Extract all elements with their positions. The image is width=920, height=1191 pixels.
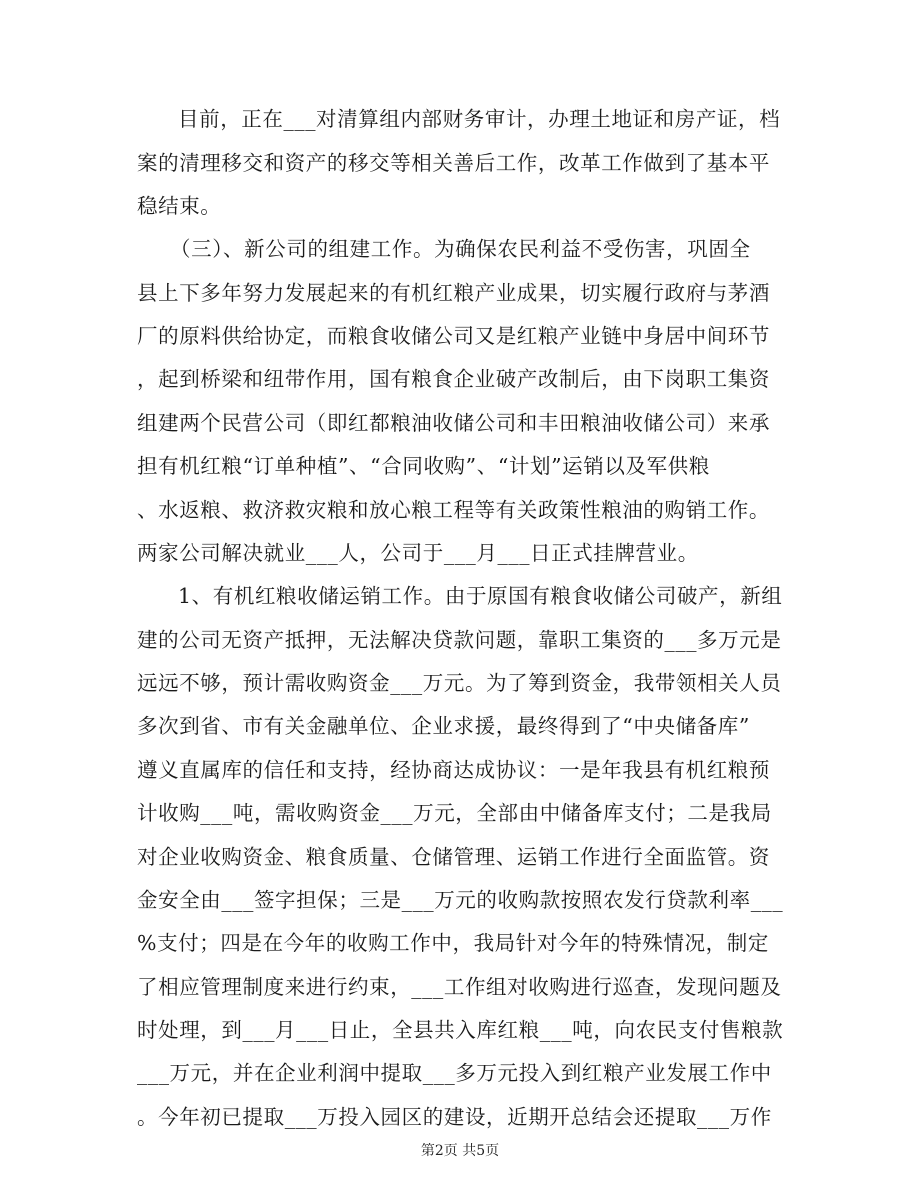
text-line: 、水返粮、救济救灾粮和放心粮工程等有关政策性粮油的购销工作。	[137, 498, 770, 522]
text-line: %支付；四是在今年的收购工作中，我局针对今年的特殊情况，制定	[137, 931, 769, 955]
text-line: 建的公司无资产抵押，无法解决贷款问题，靠职工集资的___多万元是	[137, 628, 782, 652]
text-line: 时处理，到___月___日止，全县共入库红粮___吨，向农民支付售粮款	[137, 1018, 784, 1042]
text-line: 。今年初已提取___万投入园区的建设，近期开总结会还提取___万作	[137, 1105, 772, 1129]
text-line: 遵义直属库的信任和支持，经协商达成协议：一是年我县有机红粮预	[137, 758, 770, 782]
page-number: 第2页 共5页	[420, 1143, 500, 1159]
text-line: 多次到省、市有关金融单位、企业求援，最终得到了“中央储备库”	[137, 714, 750, 738]
text-line: 稳结束。	[137, 194, 222, 218]
text-line: 案的清理移交和资产的移交等相关善后工作，改革工作做到了基本平	[137, 151, 770, 175]
text-line: （三）、新公司的组建工作。为确保农民利益不受伤害，巩固全	[170, 237, 751, 261]
text-line: 计收购___吨，需收购资金___万元，全部由中储备库支付；二是我局	[137, 801, 772, 825]
text-line: 厂的原料供给协定，而粮食收储公司又是红粮产业链中身居中间环节	[137, 324, 770, 348]
text-line: 组建两个民营公司（即红都粮油收储公司和丰田粮油收储公司）来承	[137, 411, 770, 435]
text-line: 远远不够，预计需收购资金___万元。为了筹到资金，我带领相关人员	[137, 671, 782, 695]
text-line: 担有机红粮“订单种植”、“合同收购”、“计划”运销以及军供粮	[137, 454, 710, 478]
text-line: 金安全由___签字担保；三是___万元的收购款按照农发行贷款利率___	[137, 888, 784, 912]
text-line: 1、有机红粮收储运销工作。由于原国有粮食收储公司破产，新组	[178, 584, 783, 608]
text-line: 两家公司解决就业___人，公司于___月___日正式挂牌营业。	[137, 541, 699, 565]
text-line: 县上下多年努力发展起来的有机红粮产业成果，切实履行政府与茅酒	[137, 281, 770, 305]
text-line: ，起到桥梁和纽带作用，国有粮食企业破产改制后，由下岗职工集资	[137, 367, 770, 391]
text-line: 了相应管理制度来进行约束，___工作组对收购进行巡查，发现问题及	[137, 975, 782, 999]
text-line: 对企业收购资金、粮食质量、仓储管理、运销工作进行全面监管。资	[137, 845, 770, 869]
text-line: ___万元，并在企业利润中提取___多万元投入到红粮产业发展工作中	[137, 1061, 772, 1085]
text-line: 目前，正在___对清算组内部财务审计，办理土地证和房产证，档	[178, 107, 781, 131]
